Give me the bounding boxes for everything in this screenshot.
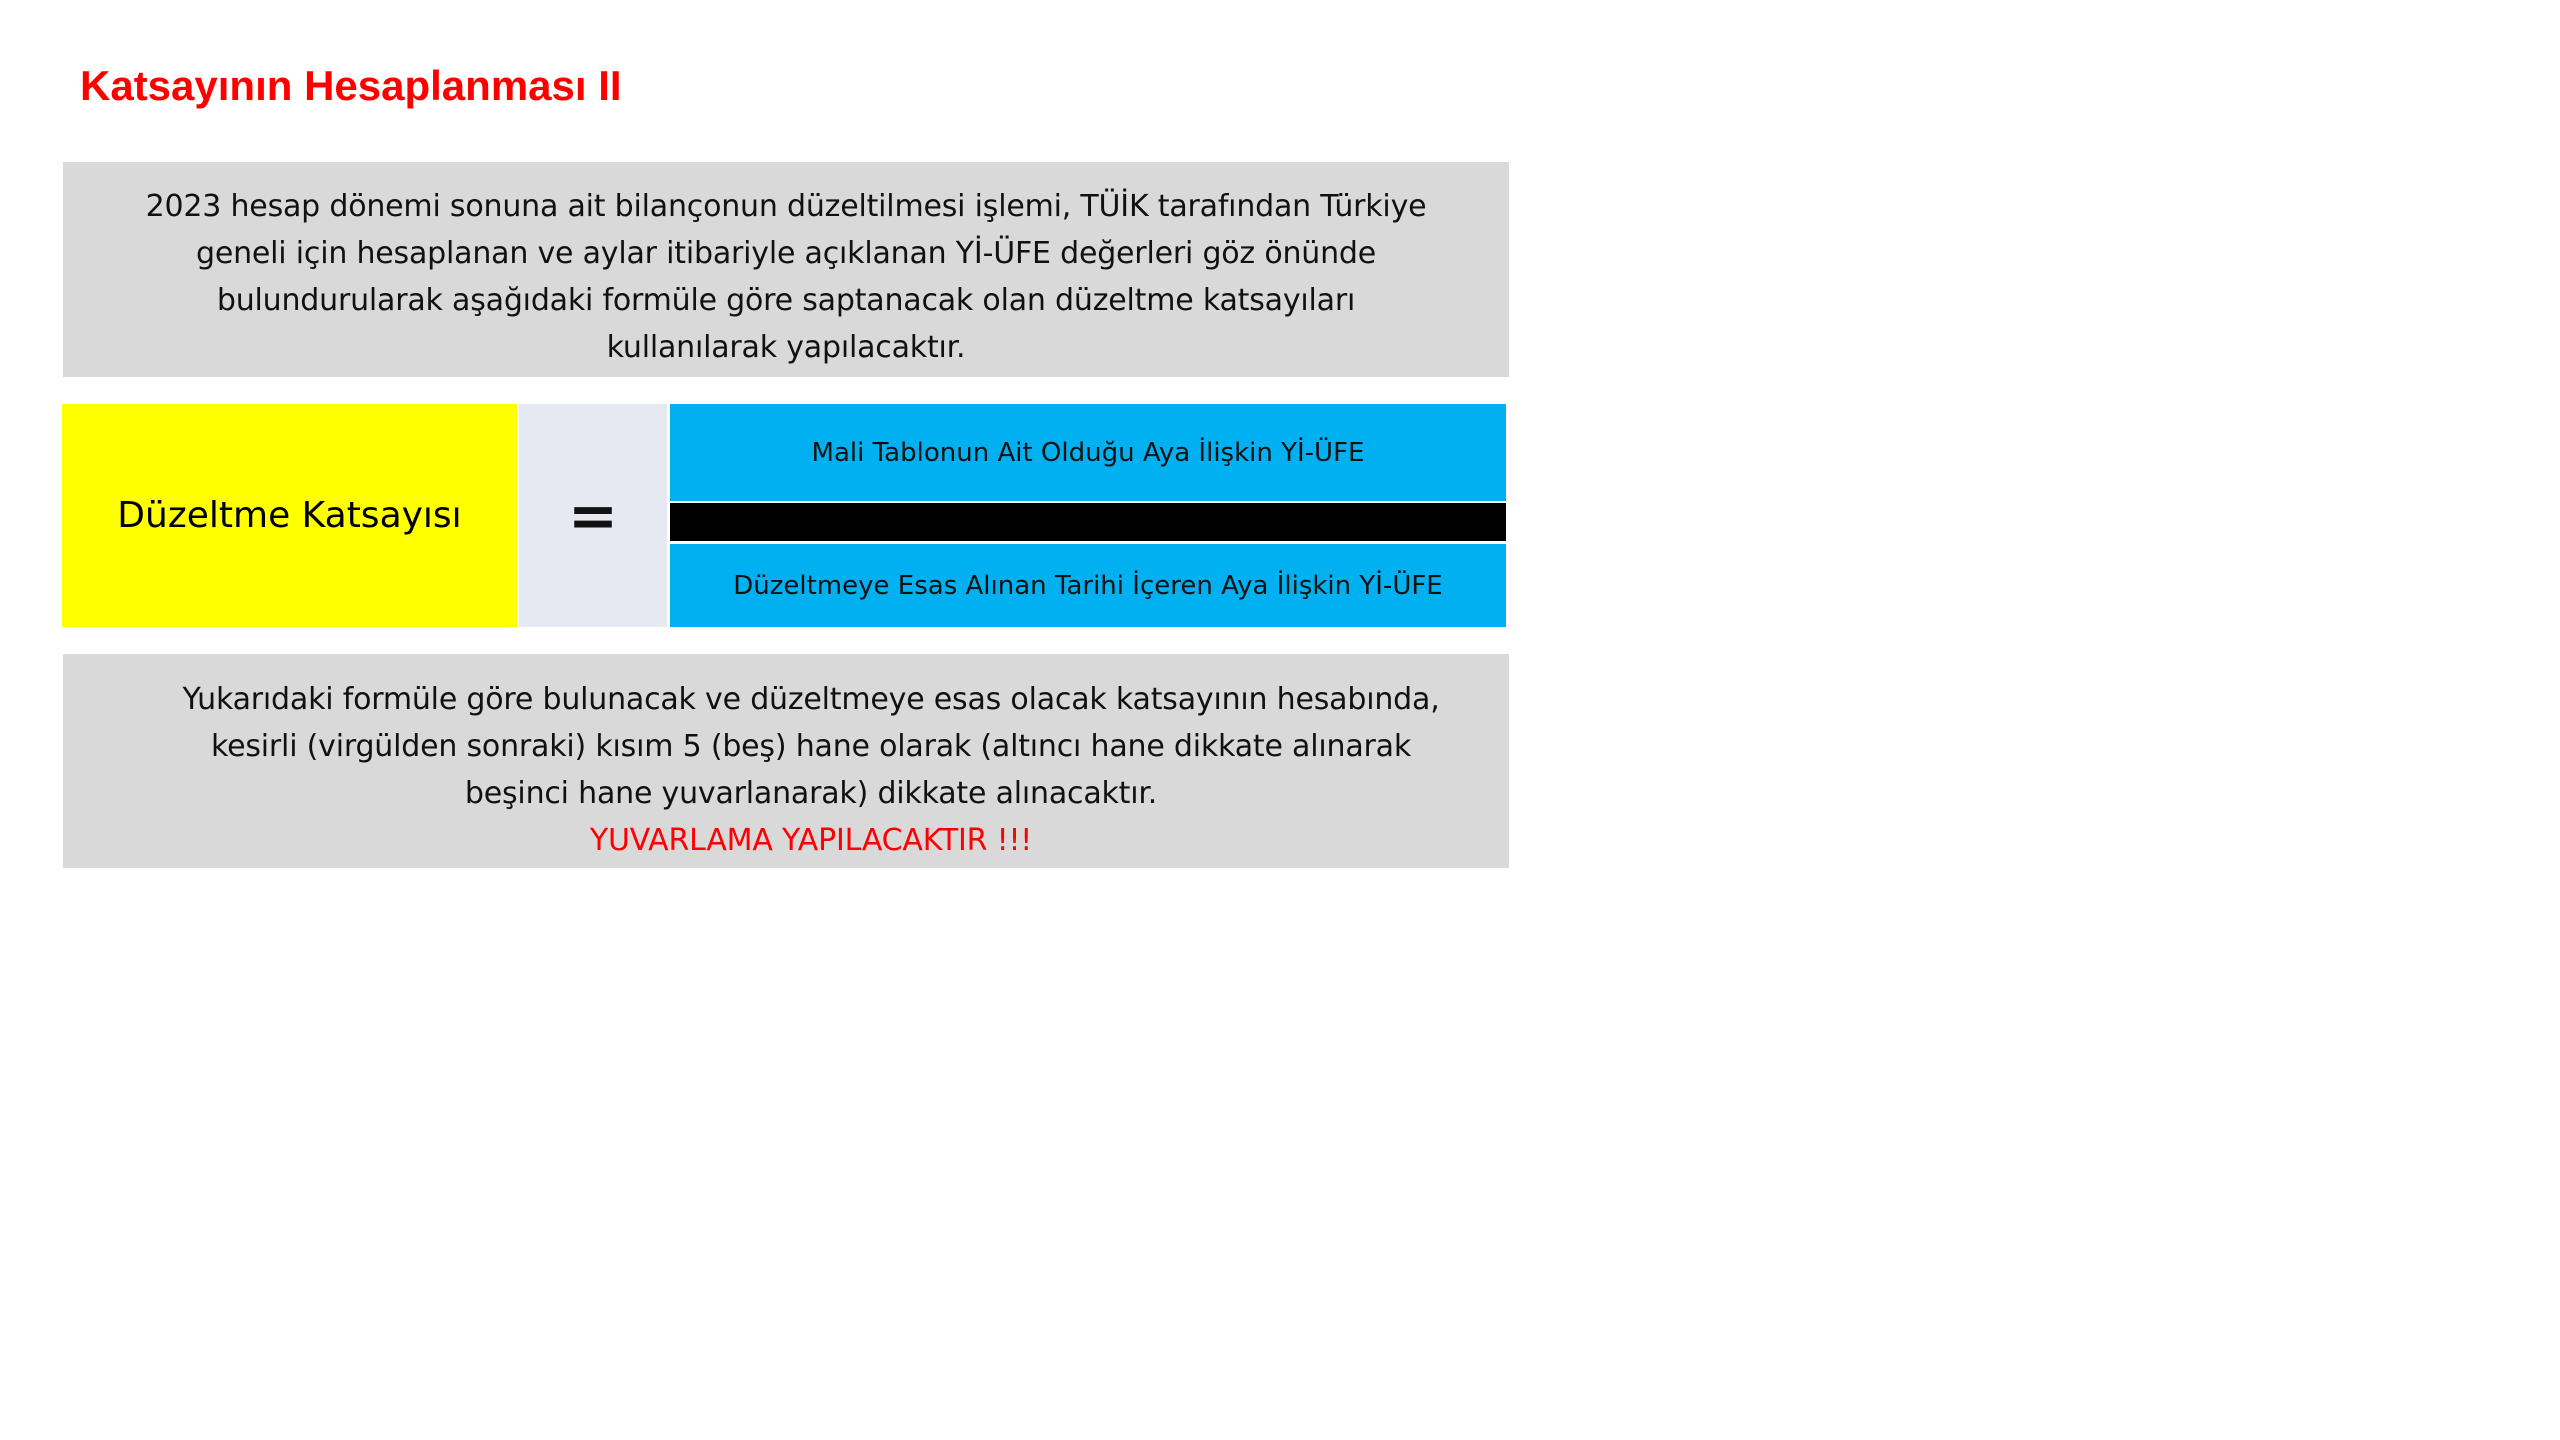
fraction-denominator — [670, 544, 1506, 627]
intro-line: bulundurularak aşağıdaki formüle göre saptanacak olan düzeltme katsayıları — [216, 283, 1356, 318]
note-line: kesirli (virgülden sonraki) kısım 5 (beş) hane olarak (altıncı hane dikkate alınarak — [211, 729, 1411, 764]
denominator-label: Düzeltmeye Esas Alınan Tarihi İçeren Aya İlişkin Yİ-ÜFE — [733, 570, 1443, 601]
rounding-warning: YUVARLAMA YAPILACAKTIR !!! — [589, 823, 1033, 858]
formula-equals-cell — [519, 404, 667, 627]
slide-title: Katsayının Hesaplanması II — [80, 62, 622, 109]
intro-line: geneli için hesaplanan ve aylar itibariyle açıklanan Yİ-ÜFE değerleri göz önünde — [195, 236, 1377, 271]
formula-lhs-cell — [62, 404, 517, 627]
fraction-numerator — [670, 404, 1506, 501]
note-line: beşinci hane yuvarlanarak) dikkate alınacaktır. — [464, 776, 1158, 811]
intro-line: kullanılarak yapılacaktır. — [606, 330, 966, 365]
fraction-bar — [670, 503, 1506, 541]
slide — [0, 0, 1555, 878]
intro-line: 2023 hesap dönemi sonuna ait bilançonun düzeltilmesi işlemi, TÜİK tarafından Türkiye — [145, 189, 1427, 224]
equals-sign: = — [567, 480, 619, 551]
note-line: Yukarıdaki formüle göre bulunacak ve düzeltmeye esas olacak katsayının hesabında, — [182, 682, 1440, 717]
note-box — [63, 654, 1509, 868]
formula-row — [62, 404, 1506, 627]
intro-box — [63, 162, 1509, 377]
formula-lhs-label: Düzeltme Katsayısı — [117, 495, 462, 536]
numerator-label: Mali Tablonun Ait Olduğu Aya İlişkin Yİ-ÜFE — [811, 437, 1365, 468]
